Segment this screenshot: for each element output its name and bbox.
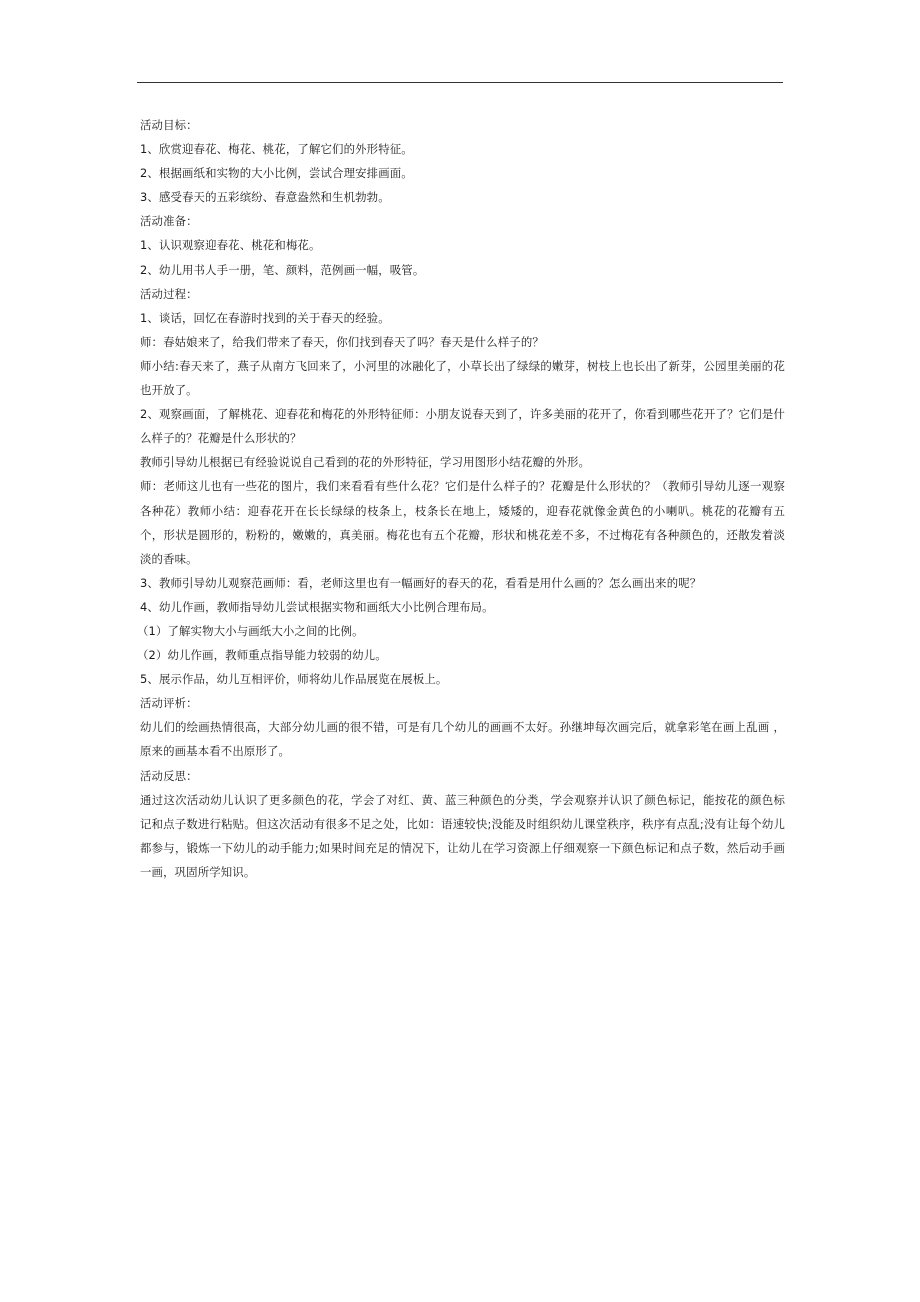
heading-activity-process: 活动过程： bbox=[140, 286, 198, 301]
teacher-guidance: 教师引导幼儿根据已有经验说说自己看到的花的外形特征，学习用图形小结花瓣的外形。 bbox=[140, 455, 591, 470]
header-rule bbox=[137, 82, 783, 83]
process-step-2: 2、观察画面，了解桃花、迎春花和梅花的外形特征师：小朋友说春天到了，许多美丽的花开了，你看到哪些花开了？它们是什么样子的？花瓣是什么形状的？ bbox=[140, 407, 785, 446]
goal-item-1: 1、欣赏迎春花、梅花、桃花，了解它们的外形特征。 bbox=[140, 142, 413, 157]
process-step-3: 3、教师引导幼儿观察范画师：看，老师这里也有一幅画好的春天的花，看看是用什么画的？怎么画出来的呢？ bbox=[140, 575, 702, 590]
process-step-1: 1、谈话，回忆在春游时找到的关于春天的经验。 bbox=[140, 310, 390, 325]
teacher-summary: 师小结:春天来了，燕子从南方飞回来了，小河里的冰融化了，小草长出了绿绿的嫩芽，树枝上也长出了新芽，公园里美丽的花也开放了。 bbox=[140, 358, 785, 398]
evaluation-text: 幼儿们的绘画热情很高，大部分幼儿画的很不错，可是有几个幼儿的画画不太好。孙继坤每次画完后，就拿彩笔在画上乱画 ，原来的画基本看不出原形了。 bbox=[140, 720, 785, 759]
process-step-4: 4、幼儿作画，教师指导幼儿尝试根据实物和画纸大小比例合理布局。 bbox=[140, 599, 494, 614]
document-body bbox=[137, 113, 785, 884]
process-step-5: 5、展示作品，幼儿互相评价，师将幼儿作品展览在展板上。 bbox=[140, 672, 448, 687]
goal-item-2: 2、根据画纸和实物的大小比例，尝试合理安排画面。 bbox=[140, 166, 413, 181]
heading-activity-reflection: 活动反思： bbox=[140, 768, 198, 783]
heading-activity-evaluation: 活动评析： bbox=[140, 696, 198, 711]
heading-activity-goals: 活动目标： bbox=[140, 118, 198, 132]
reflection-text: 通过这次活动幼儿认识了更多颜色的花，学会了对红、黄、蓝三种颜色的分类，学会观察并认识了颜色标记，能按花的颜色标记和点子数进行粘贴。但这次活动有很多不足之处，比如：语速较快;没能及时组织幼儿课堂秩序，秩序有点乱;没有让每个幼儿都参与，锻炼一下幼儿的动手能力;如果时间充足的情况下，让幼儿在学习资源上仔细观察一下颜色标记和点子数，然后动手画一画，巩固所学知识。 bbox=[140, 792, 785, 879]
flower-pictures-summary: 师：老师这儿也有一些花的图片，我们来看看有些什么花？它们是什么样子的？花瓣是什么形状的？（教师引导幼儿逐一观察各种花）教师小结：迎春花开在长长绿绿的枝条上，枝条长在地上，矮矮的，迎春花就像金黄色的小喇叭。桃花的花瓣有五个，形状是圆形的，粉粉的，嫩嫩的，真美丽。梅花也有五个花瓣，形状和桃花差不多，不过梅花有各种颜色的，还散发着淡淡的香味。 bbox=[140, 479, 785, 566]
teacher-question: 师：春姑娘来了，给我们带来了春天，你们找到春天了吗？春天是什么样子的？ bbox=[140, 334, 544, 349]
goal-item-3: 3、感受春天的五彩缤纷、春意盎然和生机勃勃。 bbox=[140, 190, 390, 205]
preparation-item-2: 2、幼儿用书人手一册，笔、颜料，范例画一幅，吸管。 bbox=[140, 262, 425, 277]
heading-activity-preparation: 活动准备： bbox=[140, 214, 198, 229]
process-substep-1: （1）了解实物大小与画纸大小之间的比例。 bbox=[137, 623, 364, 638]
preparation-item-1: 1、认识观察迎春花、桃花和梅花。 bbox=[140, 238, 321, 253]
process-substep-2: （2）幼儿作画，教师重点指导能力较弱的幼儿。 bbox=[137, 648, 387, 663]
